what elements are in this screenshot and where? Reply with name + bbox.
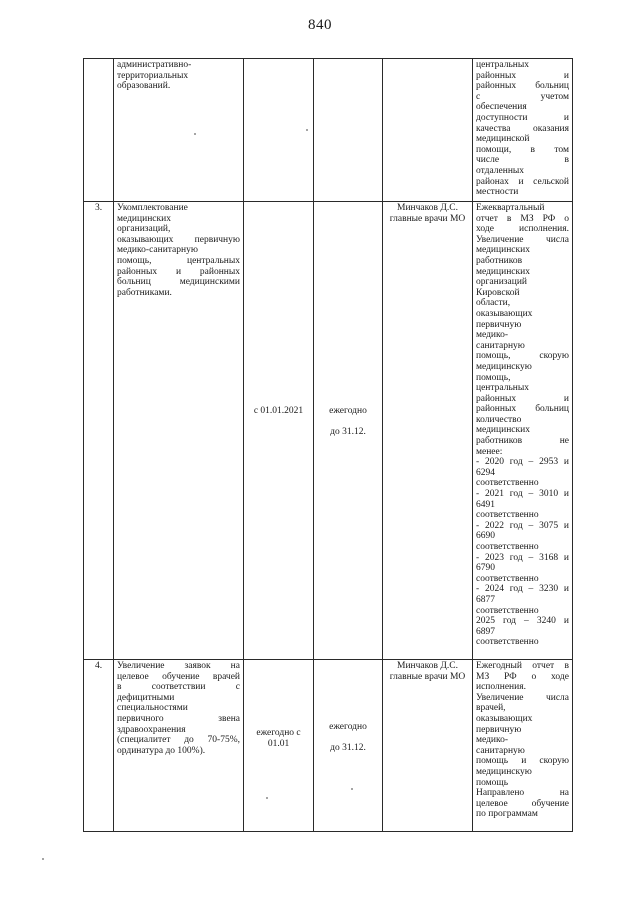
result-text xyxy=(473,59,572,198)
text-line: организаций xyxy=(476,277,528,288)
scan-speck xyxy=(194,133,196,135)
text-line: медицинской xyxy=(476,134,530,145)
measure-cell xyxy=(114,202,244,660)
text-line: (специалитет до 70-75%, xyxy=(117,735,240,746)
text-line: соответственно xyxy=(476,637,539,648)
text-line: по программам xyxy=(476,809,538,820)
text-line: целевое обучение xyxy=(476,798,569,809)
text-line: районах и сельской xyxy=(476,176,569,187)
text-line: работниками. xyxy=(117,287,172,298)
start-date-cell xyxy=(244,660,314,832)
text-line: соответственно xyxy=(476,478,539,489)
text-line: местности xyxy=(476,187,519,198)
text-line: здравоохранения xyxy=(117,724,186,735)
text-line: с учетом xyxy=(476,91,569,102)
responsible xyxy=(383,660,472,682)
text-line: отчет в МЗ РФ о xyxy=(476,213,569,224)
text-line: числе в xyxy=(476,155,569,166)
text-line: 2025 год – 3240 и xyxy=(476,616,569,627)
measure-cell xyxy=(114,660,244,832)
text-line: 6491 xyxy=(476,499,495,510)
text-line: медицинских xyxy=(117,213,171,224)
text-line: отдаленных xyxy=(476,165,525,176)
end-date-cell xyxy=(314,59,383,202)
text-line: административно- xyxy=(117,60,192,70)
start-date-cell xyxy=(244,59,314,202)
text-line: доступности и xyxy=(476,112,569,123)
result-cell xyxy=(473,660,573,832)
end-date xyxy=(314,722,382,753)
responsible-line: главные врачи МО xyxy=(389,671,466,682)
start-date-line: ежегодно с xyxy=(256,728,301,738)
result-cell xyxy=(473,59,573,202)
text-line: специальностями xyxy=(117,703,188,714)
text-line: 6790 xyxy=(476,563,495,574)
text-line: - 2021 год – 3010 и xyxy=(476,489,569,500)
end-date-cell xyxy=(314,202,383,660)
measure-text xyxy=(114,59,243,92)
text-line: помощь и скорую xyxy=(476,756,569,767)
text-line: соответственно xyxy=(476,573,539,584)
end-date-line: ежегодно xyxy=(329,722,367,732)
text-line: районных и районных xyxy=(117,266,240,277)
text-line: районных больниц xyxy=(476,404,569,415)
text-line: - 2024 год – 3230 и xyxy=(476,584,569,595)
end-date xyxy=(314,406,382,437)
responsible-line: Минчаков Д.С. xyxy=(397,661,458,671)
text-line: соответственно xyxy=(476,510,539,521)
text-line: помощь, скорую xyxy=(476,351,569,362)
text-line: первичную xyxy=(476,724,522,735)
row-number: 3. xyxy=(95,203,103,213)
measure-cell xyxy=(114,59,244,202)
text-line: 6690 xyxy=(476,531,495,542)
table-row xyxy=(84,202,573,660)
measure-text xyxy=(114,660,243,756)
measures-table xyxy=(83,58,573,832)
responsible-line: главные врачи МО xyxy=(389,213,466,224)
text-line: целевое обучение врачей xyxy=(117,671,240,682)
text-line: работников xyxy=(476,255,523,266)
text-line: помощь, центральных xyxy=(117,255,240,266)
text-line: медицинских xyxy=(476,266,530,277)
text-line: медицинских xyxy=(476,245,530,256)
responsible-cell xyxy=(383,59,473,202)
result-text xyxy=(473,660,572,820)
text-line: врачей, xyxy=(476,703,506,714)
start-date: с 01.01.2021 xyxy=(253,406,304,416)
text-line: 6877 xyxy=(476,594,495,605)
text-line: менее: xyxy=(476,446,503,457)
table-row xyxy=(84,660,573,832)
text-line: санитарную xyxy=(476,340,525,351)
text-line: Кировской xyxy=(476,287,520,298)
start-date-cell xyxy=(244,202,314,660)
end-date-line: до 31.12. xyxy=(330,742,366,753)
text-line: - 2020 год – 2953 и xyxy=(476,457,569,468)
text-line: - 2022 год – 3075 и xyxy=(476,520,569,531)
result-cell xyxy=(473,202,573,660)
text-line: медицинскую xyxy=(476,766,532,777)
end-date-line: ежегодно xyxy=(329,406,367,416)
result-text xyxy=(473,202,572,648)
text-line: качества оказания xyxy=(476,123,569,134)
text-line: исполнения. xyxy=(476,682,526,693)
text-line: соответственно xyxy=(476,605,539,616)
text-line: соответственно xyxy=(476,542,539,552)
text-line: Увеличение заявок на xyxy=(117,661,240,671)
text-line: образований. xyxy=(117,81,171,92)
text-line: районных и xyxy=(476,70,569,81)
scan-speck xyxy=(42,858,44,860)
row-number: 4. xyxy=(95,661,103,671)
text-line: центральных xyxy=(476,60,529,70)
text-line: помощи, в том xyxy=(476,144,569,155)
page-number: 840 xyxy=(308,17,332,33)
row-number-cell xyxy=(84,59,114,202)
text-line: МЗ РФ о ходе xyxy=(476,671,569,682)
text-line: Увеличение числа xyxy=(476,234,569,245)
end-date-line: до 31.12. xyxy=(330,426,366,437)
text-line: центральных xyxy=(476,383,529,394)
responsible-cell xyxy=(383,660,473,832)
row-number-cell xyxy=(84,660,114,832)
text-line: Укомплектование xyxy=(117,203,188,213)
text-line: оказывающих xyxy=(476,308,533,319)
text-line: первичную xyxy=(476,319,522,330)
text-line: оказывающих xyxy=(476,713,533,724)
text-line: санитарную xyxy=(476,745,525,756)
text-line: Ежеквартальный xyxy=(476,203,545,213)
row-number-cell xyxy=(84,202,114,660)
text-line: районных больниц xyxy=(476,81,569,92)
text-line: медико-санитарную xyxy=(117,245,198,256)
responsible-cell xyxy=(383,202,473,660)
responsible xyxy=(383,202,472,224)
start-date-line: 01.01 xyxy=(267,738,290,749)
text-line: - 2023 год – 3168 и xyxy=(476,552,569,563)
text-line: количество xyxy=(476,414,522,425)
start-date xyxy=(244,728,313,749)
text-line: первичного звена xyxy=(117,713,240,724)
text-line: Увеличение числа xyxy=(476,692,569,703)
text-line: Направлено на xyxy=(476,788,569,799)
scan-speck xyxy=(306,129,308,131)
text-line: оказывающих первичную xyxy=(117,234,240,245)
text-line: ординатура до 100%). xyxy=(117,745,206,756)
text-line: больниц медицинскими xyxy=(117,277,240,288)
text-line: обеспечения xyxy=(476,102,527,113)
measure-text xyxy=(114,202,243,298)
text-line: медико- xyxy=(476,735,509,746)
responsible-line: Минчаков Д.С. xyxy=(397,203,458,213)
table-row xyxy=(84,59,573,202)
scan-speck xyxy=(351,788,353,790)
text-line: Ежегодный отчет в xyxy=(476,661,569,671)
text-line: области, xyxy=(476,298,511,309)
text-line: 6897 xyxy=(476,626,495,637)
text-line: районных и xyxy=(476,393,569,404)
scan-speck xyxy=(266,797,268,799)
text-line: в соответствии с xyxy=(117,682,240,693)
text-line: территориальных xyxy=(117,70,189,81)
text-line: медико- xyxy=(476,330,509,341)
text-line: дефицитными xyxy=(117,692,175,703)
text-line: медицинских xyxy=(476,425,530,436)
text-line: организаций, xyxy=(117,224,171,235)
text-line: 6294 xyxy=(476,467,495,478)
text-line: медицинскую xyxy=(476,361,532,372)
text-line: помощь, xyxy=(476,372,511,383)
text-line: ходе исполнения. xyxy=(476,224,569,235)
text-line: помощь xyxy=(476,777,509,788)
end-date-cell xyxy=(314,660,383,832)
text-line: работников не xyxy=(476,436,569,447)
